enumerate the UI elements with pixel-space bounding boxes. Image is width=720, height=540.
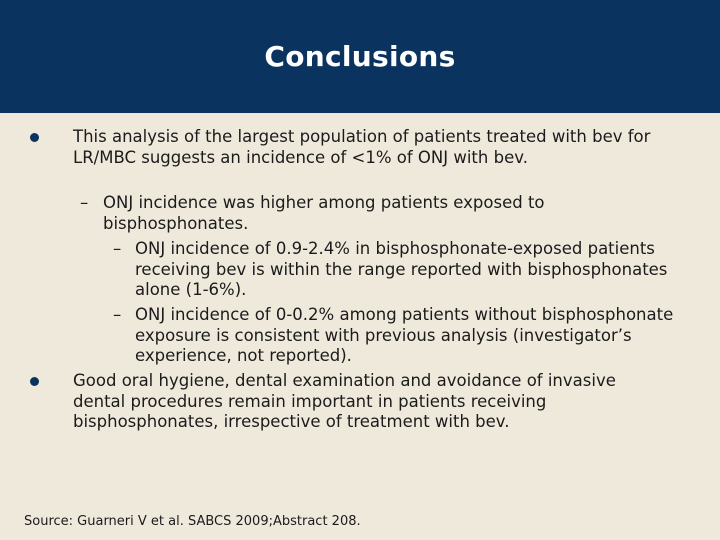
title-bar	[0, 0, 720, 113]
dash-icon: –	[80, 193, 89, 212]
slide-title: Conclusions	[264, 40, 456, 73]
bullet-dot-icon	[30, 377, 39, 386]
bullet-dot-icon	[30, 133, 39, 142]
sub-bullet-text: ONJ incidence was higher among patients exposed to bisphosphonates.	[103, 193, 545, 233]
dash-icon: –	[113, 305, 122, 324]
dash-icon: –	[113, 239, 122, 258]
sub-sub-bullet-text: ONJ incidence of 0.9-2.4% in bisphosphonate-exposed patients receiving bev is within the range reported with bisphosphonates alone (1-6%).	[135, 239, 668, 299]
source-citation: Source: Guarneri V et al. SABCS 2009;Abstract 208.	[24, 514, 361, 529]
sub-sub-bullet-text: ONJ incidence of 0-0.2% among patients without bisphosphonate exposure is consistent with previous analysis (investigator’s experience, not reported).	[135, 305, 674, 365]
bullet-text: This analysis of the largest population of patients treated with bev for LR/MBC suggests an incidence of <1% of ONJ with bev.	[73, 127, 651, 167]
bullet-text: Good oral hygiene, dental examination and avoidance of invasive dental procedures remain important in patients receiving bisphosphonates, irrespective of treatment with bev.	[73, 371, 616, 431]
